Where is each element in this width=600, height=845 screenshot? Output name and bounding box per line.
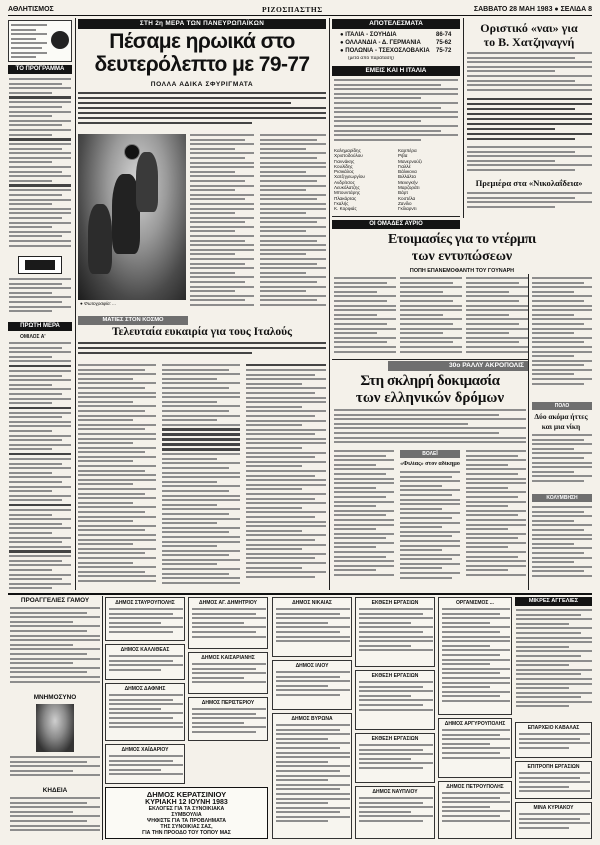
ball-icon bbox=[51, 31, 69, 49]
groups-headline-1: Ετοιμασίες για το ντέρμπι bbox=[387, 232, 536, 247]
result-row-score-1: 75-62 bbox=[436, 40, 452, 46]
greece-player: Χατζηγεωργίου bbox=[334, 174, 365, 180]
pool-headline-1: Δύο ακόμα ήττες bbox=[534, 412, 588, 421]
kideia-title: ΚΗΔΕΙΑ bbox=[42, 787, 68, 794]
section-name: ΑΘΛΗΤΙΣΜΟΣ bbox=[8, 6, 54, 13]
italy-player: Μανερνούζι bbox=[398, 158, 422, 164]
newspaper-page bbox=[8, 4, 592, 840]
greece-player: Γκαλής bbox=[334, 200, 349, 206]
greece-player: Χριστοδούλου bbox=[334, 153, 363, 159]
italy-player: Βάρτ bbox=[398, 190, 409, 196]
groups-bar: ΟΙ ΟΜΑΔΕΣ ΑΥΡΙΟ bbox=[332, 220, 460, 229]
world-headline: Τελευταία ευκαιρία για τους Ιταλούς bbox=[112, 326, 292, 338]
paper-name: ΡΙΖΟΣΠΑΣΤΗΣ bbox=[262, 5, 323, 14]
rally-headline-1: Στη σκληρή δοκιμασία bbox=[360, 373, 500, 389]
premiere-title: Πρεμιέρα στα «Νικολαΐδεια» bbox=[475, 178, 583, 188]
ad-end-3-title: ΕΠΑΡΧΕΙΟ ΚΑΒΑΛΑΣ bbox=[527, 725, 580, 731]
greece-player: Πλακάρτας bbox=[334, 195, 357, 201]
ad-kallithea bbox=[105, 644, 185, 680]
ad-vyronas bbox=[272, 713, 352, 839]
gamoi-title: ΠΡΟΑΓΓΕΛΙΕΣ ΓΑΜΟΥ bbox=[20, 597, 90, 604]
ad-haidari bbox=[105, 744, 185, 784]
italy-player: Ριβα bbox=[398, 153, 408, 159]
ad-stavroupoli bbox=[105, 597, 185, 641]
ad-velos-title: ΟΡΓΑΝΙΣΜΟΣ ... bbox=[456, 600, 494, 606]
ad-end-2-title: ΔΗΜΟΣ ΠΕΤΡΟΥΠΟΛΗΣ bbox=[446, 784, 504, 790]
italy-player: Ζανίλο bbox=[398, 200, 412, 206]
ad-keratsini-line-6: ΤΗΣ ΣΥΝΟΙΚΙΑΣ ΣΑΣ, bbox=[160, 824, 213, 830]
ad-end-4 bbox=[515, 761, 592, 799]
italy-player: Γκίλαρντι bbox=[398, 206, 417, 212]
fiba-headline-2: το Β. Χατζηναγνή bbox=[483, 35, 575, 49]
ad-end-1 bbox=[438, 718, 512, 778]
greece-player: Καλημαρίδης bbox=[334, 148, 361, 153]
ad-ekthesi-2-title: ΕΚΘΕΣΗ ΕΡΓΑΣΙΩΝ bbox=[371, 673, 419, 679]
ad-keratsini-line-7: ΓΙΑ ΤΗΝ ΠΡΟΟΔΟ ΤΟΥ ΤΟΠΟΥ ΜΑΣ bbox=[142, 830, 231, 836]
ad-velos bbox=[438, 597, 512, 715]
ad-keratsini-line-3: ΕΚΛΟΓΕΣ ΓΙΑ ΤΑ ΣΥΝΟΙΚΙΑΚΑ bbox=[148, 806, 225, 812]
classifieds-title: ΜΙΚΡΕΣ ΑΓΓΕΛΙΕΣ bbox=[515, 597, 592, 606]
ad-keratsini bbox=[105, 787, 268, 839]
ad-peristeri-title: ΔΗΜΟΣ ΠΕΡΙΣΤΕΡΙΟΥ bbox=[201, 700, 255, 706]
ad-agios bbox=[188, 597, 268, 649]
tv-logo-icon bbox=[18, 256, 62, 274]
pool-bar: ΠΟΛΟ bbox=[532, 402, 592, 410]
basket-headline-2: δευτερόλεπτο με 79-77 bbox=[94, 54, 310, 76]
ad-keratsini-line-5: ΨΗΦΙΣΤΕ ΓΙΑ ΤΑ ΠΡΟΒΛΗΜΑΤΑ bbox=[147, 818, 226, 824]
basket-headline-1: Πέσαμε ηρωικά στο bbox=[109, 31, 295, 53]
greece-player: Κουλίδης bbox=[334, 163, 353, 169]
italy-player: Βιλλάλτα bbox=[398, 174, 416, 180]
basket-photo bbox=[78, 134, 186, 300]
ert-logo-box bbox=[8, 20, 72, 62]
greece-player: Ανδρίτσος bbox=[334, 179, 355, 185]
ad-ekthesi-1-title: ΕΚΘΕΣΗ ΕΡΓΑΣΙΩΝ bbox=[371, 600, 419, 606]
portrait-photo bbox=[36, 704, 74, 752]
ad-haidari-title: ΔΗΜΟΣ ΧΑΪΔΑΡΙΟΥ bbox=[121, 747, 169, 753]
masthead bbox=[8, 4, 592, 16]
result-row-teams-0: ● ΙΤΑΛΙΑ - ΣΟΥΗΔΙΑ bbox=[340, 32, 397, 38]
ad-ekthesi-3-title: ΕΚΘΕΣΗ ΕΡΓΑΣΙΩΝ bbox=[371, 736, 419, 742]
ad-nikaia-title: ΔΗΜΟΣ ΝΙΚΑΙΑΣ bbox=[292, 600, 332, 606]
first-day-subtitle: ΟΜΙΛΟΣ Α' bbox=[20, 334, 46, 340]
italy-bar: ΕΜΕΙΣ ΚΑΙ Η ΙΤΑΛΙΑ bbox=[332, 66, 460, 76]
ad-kaisariani bbox=[188, 652, 268, 694]
result-row-score-2: 75-72 bbox=[436, 48, 452, 54]
greece-player: Λευκόλατζης bbox=[334, 185, 360, 191]
ad-peristeri bbox=[188, 697, 268, 741]
ad-kallithea-title: ΔΗΜΟΣ ΚΑΛΛΙΘΕΑΣ bbox=[120, 647, 170, 653]
results-title: ΑΠΟΤΕΛΕΣΜΑΤΑ bbox=[332, 19, 460, 29]
italy-player: Μαρζοράτι bbox=[398, 185, 420, 191]
world-bar: ΜΑΤΙΕΣ ΣΤΟΝ ΚΟΣΜΟ bbox=[78, 316, 188, 325]
result-row-score-0: 86-74 bbox=[436, 32, 452, 38]
ad-ekthesi-3 bbox=[355, 733, 435, 783]
ad-end-2 bbox=[438, 781, 512, 839]
greece-player: Γιαννάκης bbox=[334, 158, 355, 164]
basketball-icon bbox=[124, 144, 140, 160]
volley-headline: «Φιλίας» στον αδίκημο bbox=[400, 461, 460, 467]
ad-keratsini-line-1: ΔΗΜΟΣ ΚΕΡΑΤΣΙΝΙΟΥ bbox=[146, 790, 227, 799]
ad-dafni-title: ΔΗΜΟΣ ΔΑΦΝΗΣ bbox=[124, 686, 166, 692]
italy-players-table bbox=[398, 148, 458, 212]
results-note: (μετά από παράταση) bbox=[348, 56, 394, 61]
rally-bar: 30ο ΡΑΛΛΥ ΑΚΡΟΠΟΛΙΣ bbox=[388, 361, 528, 371]
ad-ilion bbox=[272, 660, 352, 710]
ad-nafpliou bbox=[355, 786, 435, 839]
ad-ekthesi-1 bbox=[355, 597, 435, 667]
result-row-teams-2: ● ΠΟΛΩΝΙΑ - ΤΣΕΧΟΣΛΟΒΑΚΙΑ bbox=[340, 48, 430, 54]
ad-vyronas-title: ΔΗΜΟΣ ΒΥΡΩΝΑ bbox=[291, 716, 333, 722]
ad-end-5-title: ΜΙΝΑ ΚΥΡΙΑΚΟΥ bbox=[533, 805, 574, 811]
ad-keratsini-line-2: ΚΥΡΙΑΚΗ 12 ΙΟΥΝΗ 1983 bbox=[145, 799, 228, 806]
basket-kicker: ΣΤΗ 2η ΜΕΡΑ ΤΩΝ ΠΑΝΕΥΡΩΠΑΪΚΩΝ bbox=[78, 19, 326, 29]
ad-keratsini-line-4: ΣΥΜΒΟΥΛΙΑ bbox=[171, 812, 202, 818]
pool-headline-2: και μια νίκη bbox=[541, 422, 581, 431]
ad-end-4-title: ΕΠΙΤΡΟΠΗ ΕΡΓΑΣΙΩΝ bbox=[527, 764, 580, 770]
ad-end-3 bbox=[515, 722, 592, 758]
basket-subhead: ΠΟΛΛΑ ΑΔΙΚΑ ΣΦΥΡΙΓΜΑΤΑ bbox=[150, 81, 254, 88]
greece-player: Ρισικάλος bbox=[334, 169, 354, 175]
italy-player: Καρπέρα bbox=[398, 148, 417, 153]
date-page: ΣΑΒΒΑΤΟ 28 ΜΑΗ 1983 ● ΣΕΛΙΔΑ 8 bbox=[473, 6, 592, 13]
ad-stavroupoli-title: ΔΗΜΟΣ ΣΤΑΥΡΟΥΠΟΛΗΣ bbox=[115, 600, 175, 606]
ad-nafpliou-title: ΔΗΜΟΣ ΝΑΥΠΛΙΟΥ bbox=[372, 789, 418, 795]
result-row-teams-1: ● ΟΛΛΑΝΔΙΑ - Δ. ΓΕΡΜΑΝΙΑ bbox=[340, 40, 421, 46]
photo-caption: ● Φωτογραφία: ... bbox=[80, 301, 117, 306]
ad-kaisariani-title: ΔΗΜΟΣ ΚΑΙΣΑΡΙΑΝΗΣ bbox=[201, 655, 255, 661]
program-title: ΤΟ ΠΡΟΓΡΑΜΜΑ bbox=[8, 65, 72, 74]
italy-player: Μενεγκήν bbox=[398, 179, 418, 185]
italy-player: Κοστέλα bbox=[398, 195, 416, 201]
ad-end-1-title: ΔΗΜΟΣ ΑΡΓΥΡΟΥΠΟΛΗΣ bbox=[444, 721, 506, 727]
italy-player: Βάλικονα bbox=[398, 169, 417, 175]
ad-ilion-title: ΔΗΜΟΣ ΙΛΙΟΥ bbox=[295, 663, 329, 669]
mnimosyno-title: ΜΝΗΜΟΣΥΝΟ bbox=[33, 694, 77, 701]
greece-players-table bbox=[334, 148, 394, 212]
greece-player: Μπουντάρης bbox=[334, 190, 361, 196]
greece-player: Κ. Κορφιάς bbox=[334, 206, 357, 212]
groups-byline: ΠΟΠΗ ΕΠΑΝΕΜΟΦΑΝΤΗ ΤΟΥ ΓΟΥΝΑΡΗ bbox=[409, 268, 515, 274]
swim-bar: ΚΟΛΥΜΒΗΣΗ bbox=[532, 494, 592, 502]
ad-end-5 bbox=[515, 802, 592, 839]
groups-headline-2: των εντυπώσεων bbox=[411, 249, 513, 264]
ad-nikaia bbox=[272, 597, 352, 657]
volley-bar: ΒΟΛΕΪ bbox=[400, 450, 460, 458]
italy-player: Γιαλλέ bbox=[398, 163, 411, 169]
rally-headline-2: των ελληνικών δρόμων bbox=[355, 390, 505, 406]
ad-dafni bbox=[105, 683, 185, 741]
ad-ekthesi-2 bbox=[355, 670, 435, 730]
first-day-title: ΠΡΩΤΗ ΜΕΡΑ bbox=[8, 322, 72, 331]
fiba-headline-1: Οριστικό «ναι» για bbox=[480, 21, 578, 35]
ad-agios-title: ΔΗΜΟΣ ΑΓ. ΔΗΜΗΤΡΙΟΥ bbox=[199, 600, 257, 606]
